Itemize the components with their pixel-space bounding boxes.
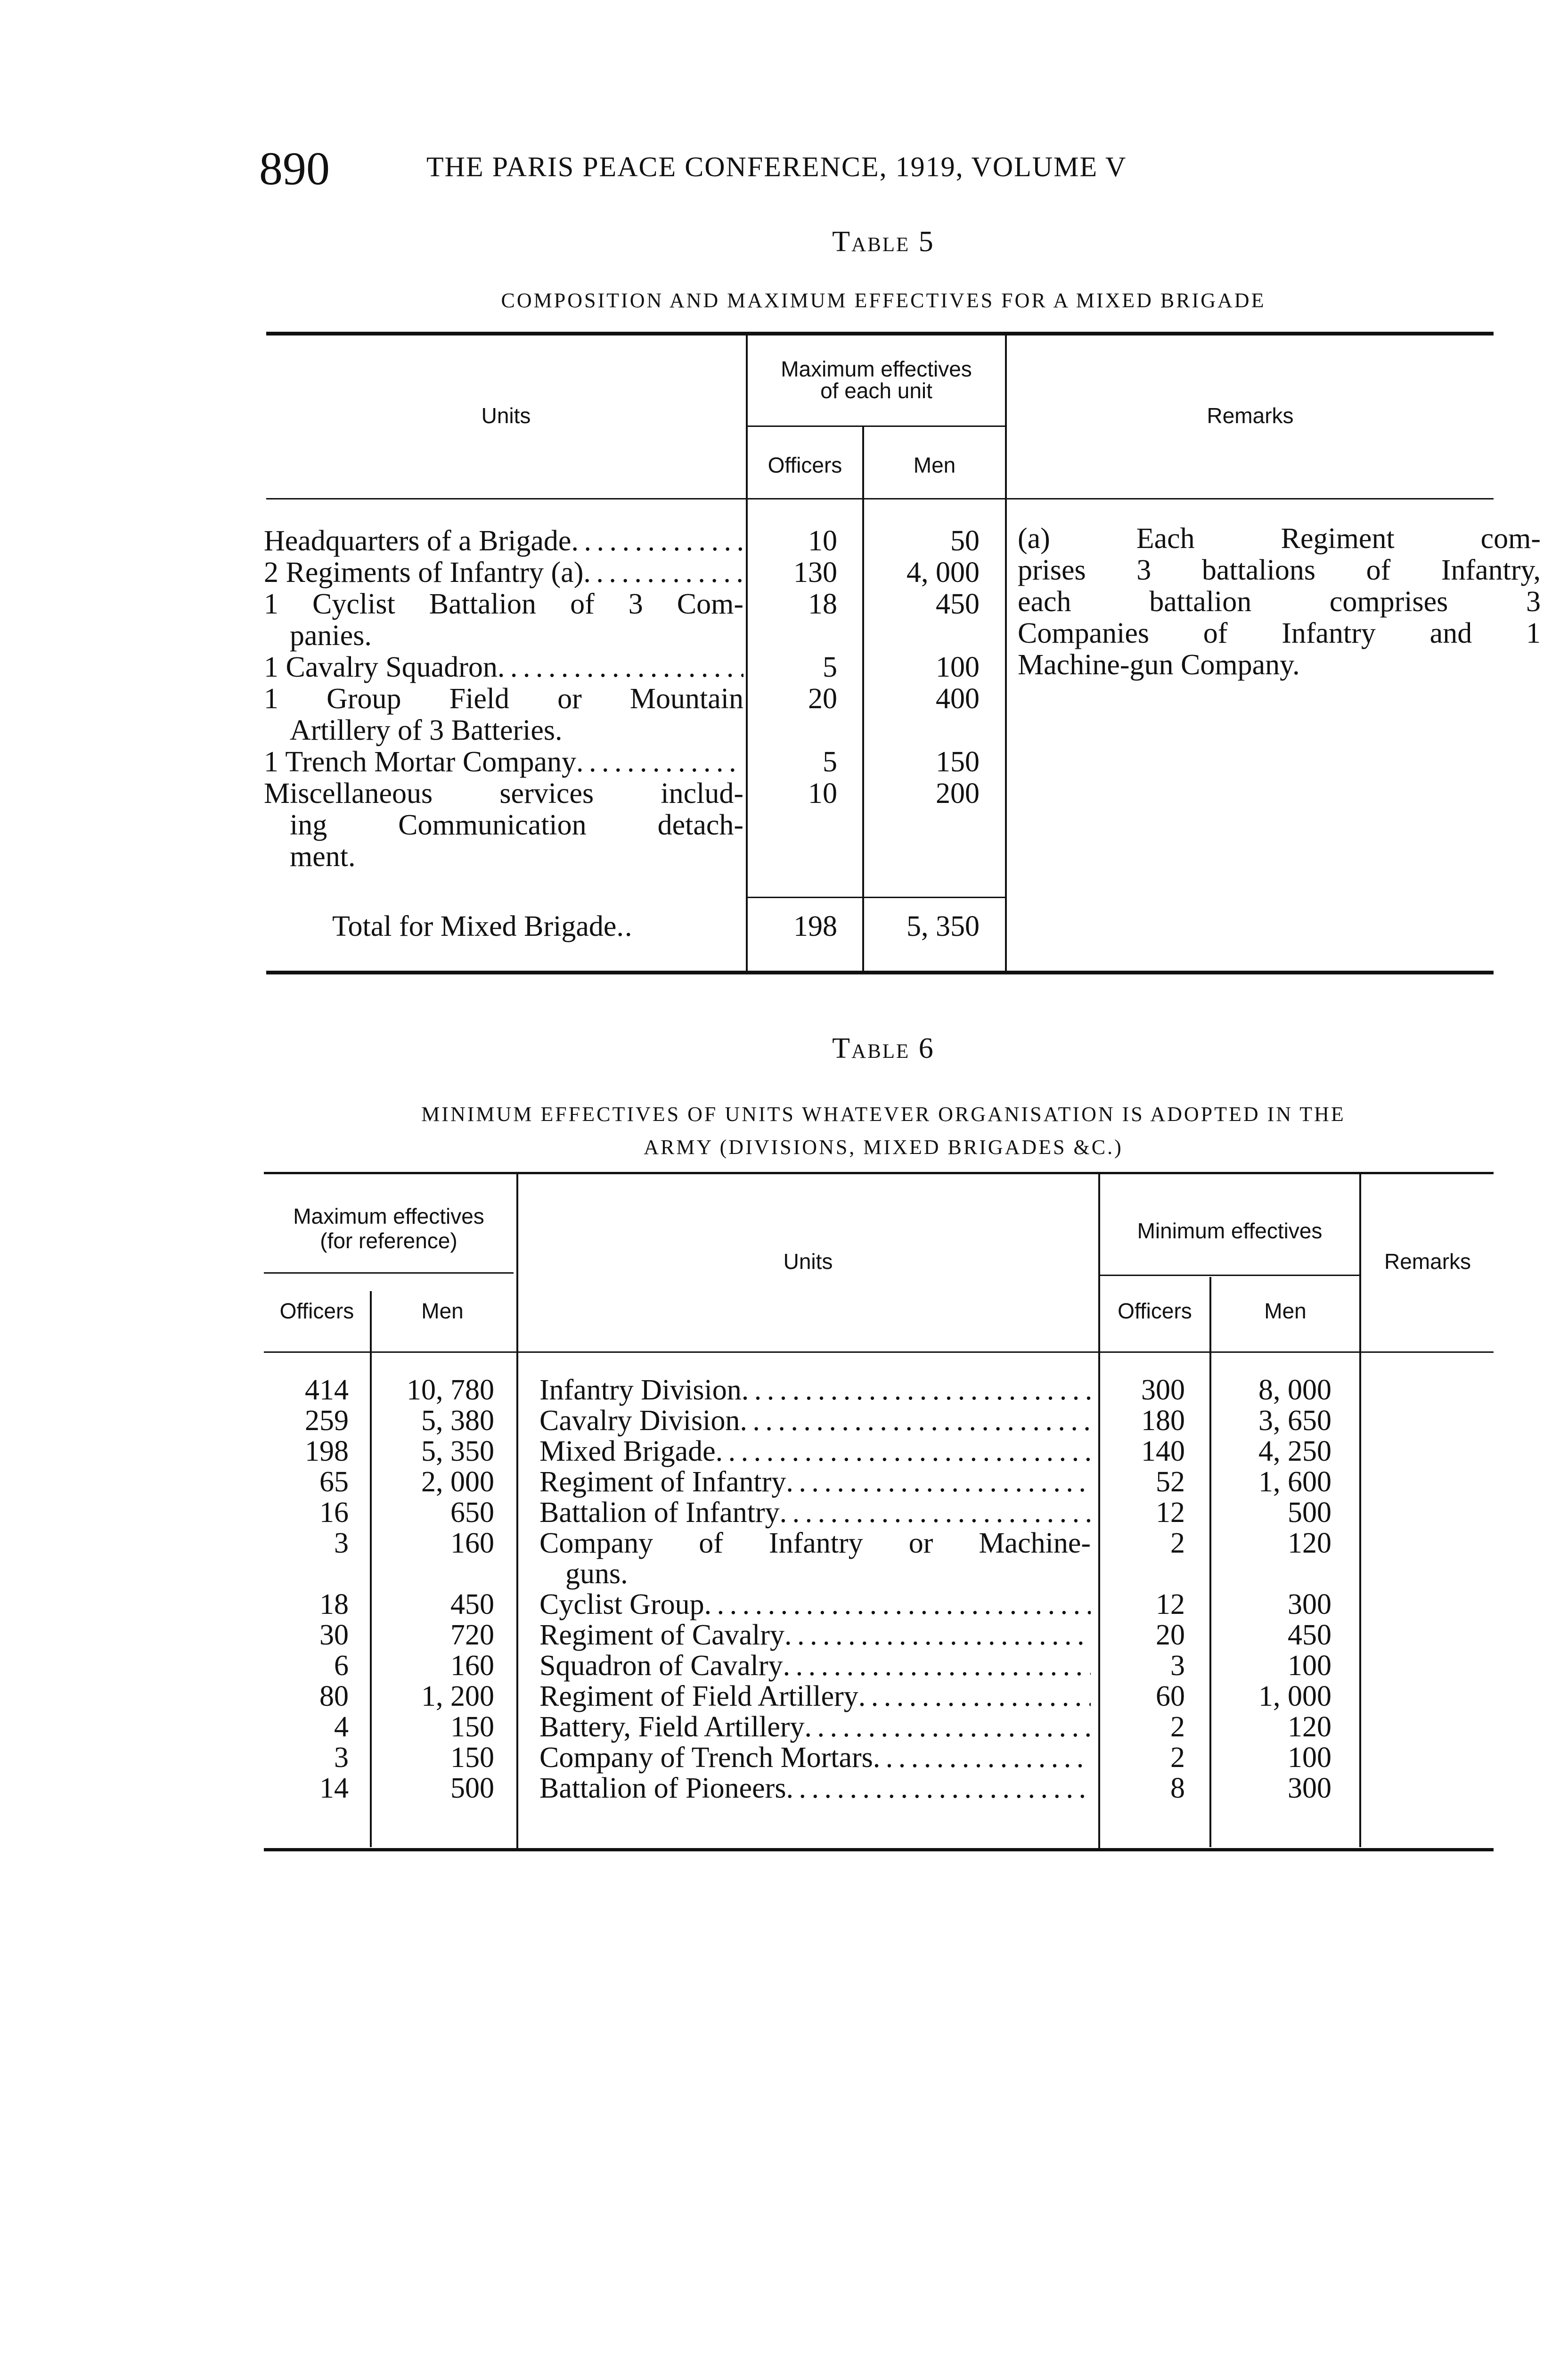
- table6-min-men-cell: 500: [1288, 1497, 1331, 1529]
- table6-title: [259, 1032, 1508, 1065]
- table6-min-men-cell: 120: [1288, 1527, 1331, 1559]
- table6-unit-label: [539, 1497, 1091, 1529]
- table6-max-men-cell: 5, 350: [421, 1435, 494, 1467]
- table6-unit-label: [539, 1773, 1091, 1804]
- table5-title: [259, 225, 1508, 259]
- table6-max-officers-cell: 198: [305, 1435, 349, 1467]
- table6-min-men-cell: 1, 000: [1258, 1680, 1331, 1712]
- table5-unit-label: 1 Group Field or Mountain: [264, 683, 743, 715]
- leader-dots: [786, 1773, 1091, 1804]
- table6-max-men-cell: 2, 000: [421, 1466, 494, 1498]
- leader-dots: [716, 1436, 1091, 1467]
- table5-men-cell: 100: [936, 651, 980, 683]
- table6-unit-text: Cavalry Division: [539, 1405, 740, 1437]
- table6-unit-text: Regiment of Cavalry: [539, 1620, 784, 1651]
- table6-header-men: Men: [421, 1299, 464, 1323]
- table5-unit-text: Headquarters of a Brigade: [264, 525, 572, 557]
- table6-max-officers-cell: 259: [305, 1405, 349, 1437]
- leader-dots: [742, 1374, 1091, 1406]
- page-header: [259, 141, 1343, 198]
- table6-unit-label: [539, 1589, 1091, 1620]
- table6-min-officers-cell: 60: [1156, 1680, 1185, 1712]
- table5-total-label: [264, 911, 742, 949]
- table6-header-max-line1: Maximum effectives: [293, 1204, 484, 1228]
- table5-divider: [1005, 499, 1007, 971]
- table6-header-min-men: Men: [1264, 1299, 1307, 1323]
- table5-officers-cell: 130: [793, 556, 837, 589]
- table5-unit-text: 1 Cavalry Squadron: [264, 652, 498, 683]
- table6-min-officers-cell: 2: [1170, 1742, 1185, 1774]
- table5-remark-line: each battalion comprises 3: [1018, 586, 1541, 618]
- table5-remarks: [1018, 523, 1545, 681]
- table6-max-officers-cell: 3: [334, 1527, 349, 1559]
- table6-header-rule: [264, 1351, 1494, 1353]
- table6-min-subheader-rule: [1100, 1275, 1359, 1276]
- table6-unit-label: [539, 1742, 1091, 1774]
- table6-divider: [516, 1174, 518, 1848]
- table6-unit-label: [539, 1650, 1091, 1682]
- table6-unit-label: guns.: [565, 1558, 628, 1590]
- table5-unit-label: Artillery of 3 Batteries.: [290, 714, 563, 746]
- table5-total-dots: ..: [616, 911, 633, 942]
- table6-unit-text: Squadron of Cavalry: [539, 1650, 783, 1682]
- table6-max-men-cell: 160: [450, 1650, 494, 1682]
- table6-subtitle: [259, 1098, 1508, 1164]
- table6-max-men-cell: 150: [450, 1711, 494, 1743]
- table5-unit-label: [264, 557, 743, 589]
- table6-unit-label: [539, 1620, 1091, 1651]
- table6-min-men-cell: 100: [1288, 1650, 1331, 1682]
- leader-dots: [783, 1650, 1091, 1682]
- page-number: 890: [259, 142, 330, 195]
- table6-header-remarks: Remarks: [1384, 1249, 1471, 1274]
- table5-total-officers: 198: [793, 910, 837, 942]
- table6-title-text: Table 6: [832, 1032, 935, 1064]
- table6-min-officers-cell: 2: [1170, 1711, 1185, 1743]
- table5-unit-label: 1 Cyclist Battalion of 3 Com-: [264, 588, 743, 620]
- table5-officers-cell: 5: [823, 746, 837, 778]
- table6-subtitle-line1: MINIMUM EFFECTIVES OF UNITS WHATEVER ORGANISATION IS ADOPTED IN THE: [421, 1103, 1346, 1126]
- table5-total-label-inner: [264, 911, 742, 942]
- table5-unit-label: [264, 746, 743, 778]
- table6-max-officers-cell: 16: [319, 1497, 349, 1529]
- table6-unit-label: [539, 1374, 1091, 1406]
- table6-header-max-line2: (for reference): [320, 1228, 457, 1253]
- table6-unit-text: Battalion of Pioneers: [539, 1773, 786, 1804]
- table6-max-officers-cell: 414: [305, 1374, 349, 1406]
- table6-max-officers-cell: 14: [319, 1772, 349, 1804]
- table5-men-cell: 450: [936, 588, 980, 620]
- table6-min-men-cell: 120: [1288, 1711, 1331, 1743]
- table5-unit-label: [264, 525, 743, 557]
- table5-officers-cell: 10: [808, 777, 837, 810]
- leader-dots: [704, 1589, 1091, 1620]
- table5-bottom-rule: [266, 971, 1494, 974]
- table5-men-cell: 4, 000: [906, 556, 980, 589]
- table5-remark-line: Companies of Infantry and 1: [1018, 617, 1541, 649]
- table6-unit-text: Company of Trench Mortars: [539, 1742, 873, 1774]
- running-title: THE PARIS PEACE CONFERENCE, 1919, VOLUME V: [426, 151, 1127, 182]
- table6-min-officers-cell: 12: [1156, 1497, 1185, 1529]
- table5-total-rule: [748, 897, 1005, 898]
- table6-header-units: Units: [783, 1249, 833, 1274]
- leader-dots: [571, 525, 743, 557]
- table6-unit-label: Company of Infantry or Machine-: [539, 1527, 1091, 1559]
- table6-max-men-cell: 650: [450, 1497, 494, 1529]
- table5-officers-cell: 18: [808, 588, 837, 620]
- table6-min-officers-cell: 300: [1141, 1374, 1185, 1406]
- leader-dots: [740, 1405, 1091, 1437]
- table6-max-officers-cell: 3: [334, 1742, 349, 1774]
- table6-header-min-officers: Officers: [1118, 1299, 1192, 1323]
- table5-header-men: Men: [913, 453, 956, 477]
- table5-remark-line: Machine-gun Company.: [1018, 649, 1300, 681]
- table5-unit-text: 1 Trench Mortar Company: [264, 746, 577, 778]
- table6-max-officers-cell: 80: [319, 1680, 349, 1712]
- table6-divider: [1359, 1352, 1361, 1847]
- table6-min-officers-cell: 3: [1170, 1650, 1185, 1682]
- leader-dots: [786, 1466, 1091, 1498]
- table5-subheader-rule: [748, 425, 1005, 427]
- table6-max-men-cell: 500: [450, 1772, 494, 1804]
- leader-dots: [858, 1681, 1091, 1712]
- table6-max-officers-cell: 30: [319, 1619, 349, 1651]
- table5-remarks-lines: [1018, 523, 1545, 681]
- table5-header-rule: [266, 498, 1494, 499]
- table6-header-max-group: [264, 1204, 514, 1253]
- table5-total-men: 5, 350: [906, 910, 980, 942]
- table6-unit-label: [539, 1436, 1091, 1467]
- leader-dots: [583, 557, 743, 589]
- leader-dots: [804, 1711, 1091, 1743]
- table5-officers-cell: 10: [808, 525, 837, 557]
- table6-max-men-cell: 10, 780: [407, 1374, 494, 1406]
- table5-top-rule: [266, 332, 1494, 335]
- table6-top-rule: [264, 1172, 1494, 1174]
- table6-unit-label: [539, 1681, 1091, 1712]
- table6-max-officers-cell: 4: [334, 1711, 349, 1743]
- table6-divider: [1359, 1174, 1361, 1353]
- table5-unit-text: 2 Regiments of Infantry (a): [264, 557, 584, 589]
- table5-unit-label: [264, 652, 743, 683]
- leader-dots: [873, 1742, 1091, 1774]
- table6-max-men-cell: 720: [450, 1619, 494, 1651]
- table6-unit-text: Mixed Brigade: [539, 1436, 716, 1467]
- leader-dots: [784, 1620, 1091, 1651]
- table5-unit-label: ment.: [290, 841, 356, 873]
- table6-unit-label: [539, 1405, 1091, 1437]
- table6-divider: [1209, 1277, 1211, 1352]
- table6-unit-text: Battalion of Infantry: [539, 1497, 780, 1529]
- table6-unit-label: [539, 1466, 1091, 1498]
- table5-remark-line: prises 3 battalions of Infantry,: [1018, 554, 1541, 586]
- table6-min-men-cell: 1, 600: [1258, 1466, 1331, 1498]
- table6-min-men-cell: 3, 650: [1258, 1405, 1331, 1437]
- table6-min-men-cell: 300: [1288, 1772, 1331, 1804]
- leader-dots: [498, 652, 743, 683]
- table5-header-max-line2: of each unit: [820, 378, 932, 403]
- table6-min-officers-cell: 52: [1156, 1466, 1185, 1498]
- table5-unit-label: Miscellaneous services includ-: [264, 777, 743, 810]
- table6-min-officers-cell: 2: [1170, 1527, 1185, 1559]
- table6-max-men-cell: 150: [450, 1742, 494, 1774]
- table5-unit-label: panies.: [290, 620, 372, 652]
- table6-subheader-rule: [264, 1272, 514, 1274]
- table6-header-min-group: Minimum effectives: [1137, 1219, 1323, 1243]
- table6-min-men-cell: 450: [1288, 1619, 1331, 1651]
- table6-min-officers-cell: 20: [1156, 1619, 1185, 1651]
- table6-max-officers-cell: 18: [319, 1588, 349, 1620]
- table6-min-men-cell: 300: [1288, 1588, 1331, 1620]
- table6-bottom-rule: [264, 1848, 1494, 1851]
- table5-unit-label: ing Communication detach-: [290, 809, 743, 841]
- table5-header-remarks: Remarks: [1207, 403, 1294, 428]
- table5-men-cell: 50: [950, 525, 980, 557]
- table6-unit-text: Cyclist Group: [539, 1589, 704, 1620]
- table6-min-officers-cell: 8: [1170, 1772, 1185, 1804]
- table5-officers-cell: 5: [823, 651, 837, 683]
- table6-unit-text: Battery, Field Artillery: [539, 1711, 805, 1743]
- leader-dots: [576, 746, 743, 778]
- table6-min-men-cell: 4, 250: [1258, 1435, 1331, 1467]
- table5-men-cell: 150: [936, 746, 980, 778]
- table6-max-officers-cell: 6: [334, 1650, 349, 1682]
- table6-min-men-cell: 8, 000: [1258, 1374, 1331, 1406]
- table5-title-text: Table 5: [832, 226, 935, 258]
- table5-total-text: Total for Mixed Brigade: [332, 911, 617, 942]
- table5-remark-line: (a) Each Regiment com-: [1018, 523, 1541, 555]
- leader-dots: [780, 1497, 1091, 1529]
- table5-header-officers: Officers: [768, 453, 842, 477]
- table6-unit-text: Regiment of Infantry: [539, 1466, 786, 1498]
- table6-max-men-cell: 1, 200: [421, 1680, 494, 1712]
- table6-max-men-cell: 450: [450, 1588, 494, 1620]
- table6-max-men-cell: 5, 380: [421, 1405, 494, 1437]
- table6-header-officers: Officers: [279, 1299, 354, 1323]
- table5-officers-cell: 20: [808, 683, 837, 715]
- table5-header-max-line1: Maximum effectives: [781, 357, 972, 381]
- table6-divider: [370, 1291, 372, 1352]
- table6-min-men-cell: 100: [1288, 1742, 1331, 1774]
- table6-min-officers-cell: 140: [1141, 1435, 1185, 1467]
- table6-unit-label: [539, 1711, 1091, 1743]
- table6-min-officers-cell: 180: [1141, 1405, 1185, 1437]
- table6-unit-text: Regiment of Field Artillery: [539, 1681, 858, 1712]
- table5-header-max-group: [748, 358, 1005, 401]
- table6-subtitle-line2: ARMY (DIVISIONS, MIXED BRIGADES &C.): [644, 1136, 1123, 1159]
- table5-men-cell: 200: [936, 777, 980, 810]
- table6-max-officers-cell: 65: [319, 1466, 349, 1498]
- table6-max-men-cell: 160: [450, 1527, 494, 1559]
- table5-header-units: Units: [481, 403, 531, 428]
- table5-men-cell: 400: [936, 683, 980, 715]
- table6-unit-text: Infantry Division: [539, 1374, 742, 1406]
- table5-subtitle: COMPOSITION AND MAXIMUM EFFECTIVES FOR A MIXED BRIGADE: [501, 289, 1266, 312]
- table6-min-officers-cell: 12: [1156, 1588, 1185, 1620]
